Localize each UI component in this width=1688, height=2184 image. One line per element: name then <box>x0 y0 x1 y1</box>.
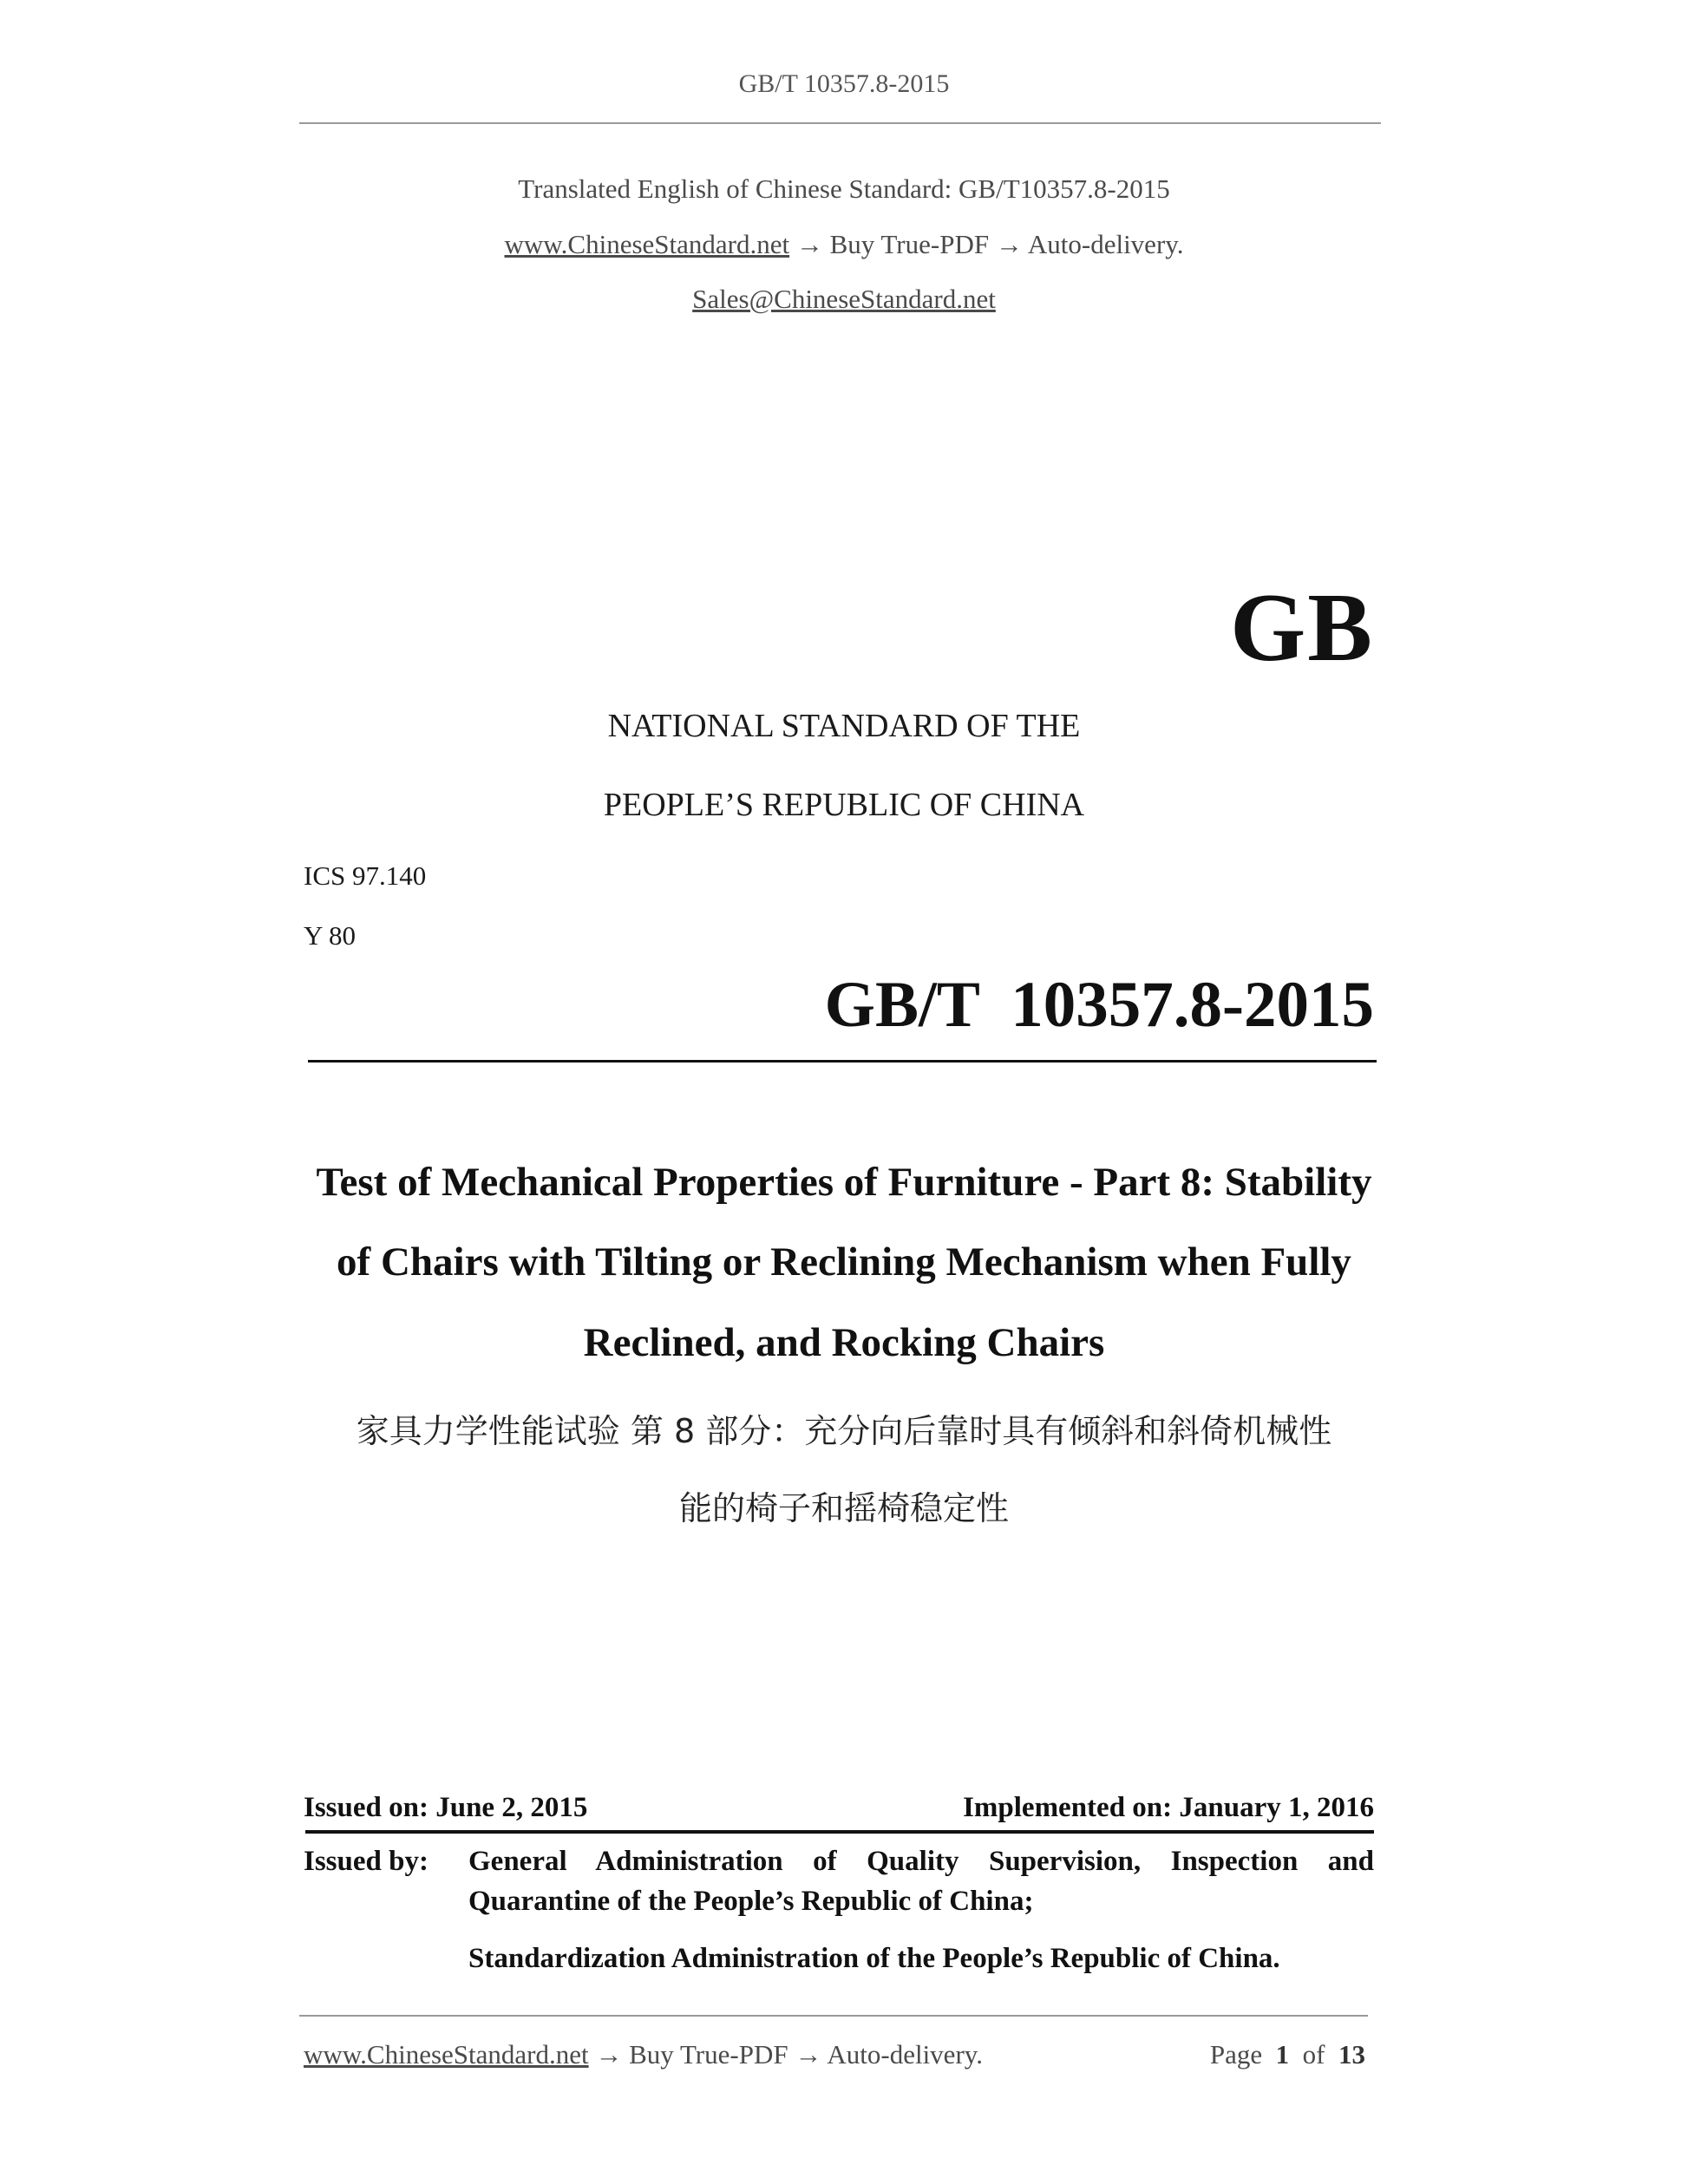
page-word: Page <box>1209 2039 1263 2070</box>
header-divider <box>299 122 1381 124</box>
translation-notice: Translated English of Chinese Standard: GB/T10357.8-2015 <box>518 173 1170 204</box>
sales-email-link[interactable]: Sales@ChineseStandard.net <box>692 284 996 314</box>
footer-buy-text: → Buy True-PDF → Auto-delivery. <box>588 2039 983 2070</box>
site-link[interactable]: www.ChineseStandard.net <box>504 229 790 259</box>
english-title-line1: Test of Mechanical Properties of Furniture - Part 8: Stability <box>316 1160 1372 1205</box>
implemented-on-date: Implemented on: January 1, 2016 <box>963 1792 1374 1823</box>
promo-line <box>0 229 1688 260</box>
chinese-title-line2: 能的椅子和摇椅稳定性 <box>678 1489 1009 1527</box>
national-standard-line2: PEOPLE’S REPUBLIC OF CHINA <box>603 787 1085 823</box>
chinese-title-line1: 家具力学性能试验 第 8 部分：充分向后靠时具有倾斜和斜倚机械性 <box>356 1412 1332 1450</box>
issuer-aqsiq-line1: General Administration of Quality Supervision, Inspection and <box>468 1846 1374 1877</box>
page-indicator <box>1210 2039 1365 2070</box>
total-pages: 13 <box>1338 2039 1365 2070</box>
english-title-line2: of Chairs with Tilting or Reclining Mechanism when Fully <box>337 1239 1351 1285</box>
of-word: of <box>1302 2039 1325 2070</box>
issuer-sac: Standardization Administration of the People’s Republic of China. <box>468 1943 1280 1974</box>
classification-code: Y 80 <box>304 920 356 951</box>
dates-rule <box>305 1830 1374 1834</box>
ics-code: ICS 97.140 <box>304 860 427 891</box>
national-standard-line1: NATIONAL STANDARD OF THE <box>607 708 1081 744</box>
issued-on-date: Issued on: June 2, 2015 <box>304 1792 588 1823</box>
email-line <box>0 284 1688 315</box>
standard-number: GB/T 10357.8-2015 <box>824 969 1374 1041</box>
buy-text: → Buy True-PDF → Auto-delivery. <box>789 229 1184 259</box>
footer-site-link[interactable]: www.ChineseStandard.net <box>304 2039 589 2070</box>
issued-by-label: Issued by: <box>304 1846 429 1877</box>
page-number: 1 <box>1275 2039 1290 2070</box>
english-title-line3: Reclined, and Rocking Chairs <box>583 1320 1105 1365</box>
footer-promo <box>304 2039 983 2070</box>
standard-number-rule <box>308 1060 1377 1063</box>
gb-logo: GB <box>1230 574 1374 682</box>
footer-divider <box>299 2015 1368 2017</box>
issuer-aqsiq-line2: Quarantine of the People’s Republic of China; <box>468 1886 1034 1917</box>
running-header: GB/T 10357.8-2015 <box>738 69 950 98</box>
